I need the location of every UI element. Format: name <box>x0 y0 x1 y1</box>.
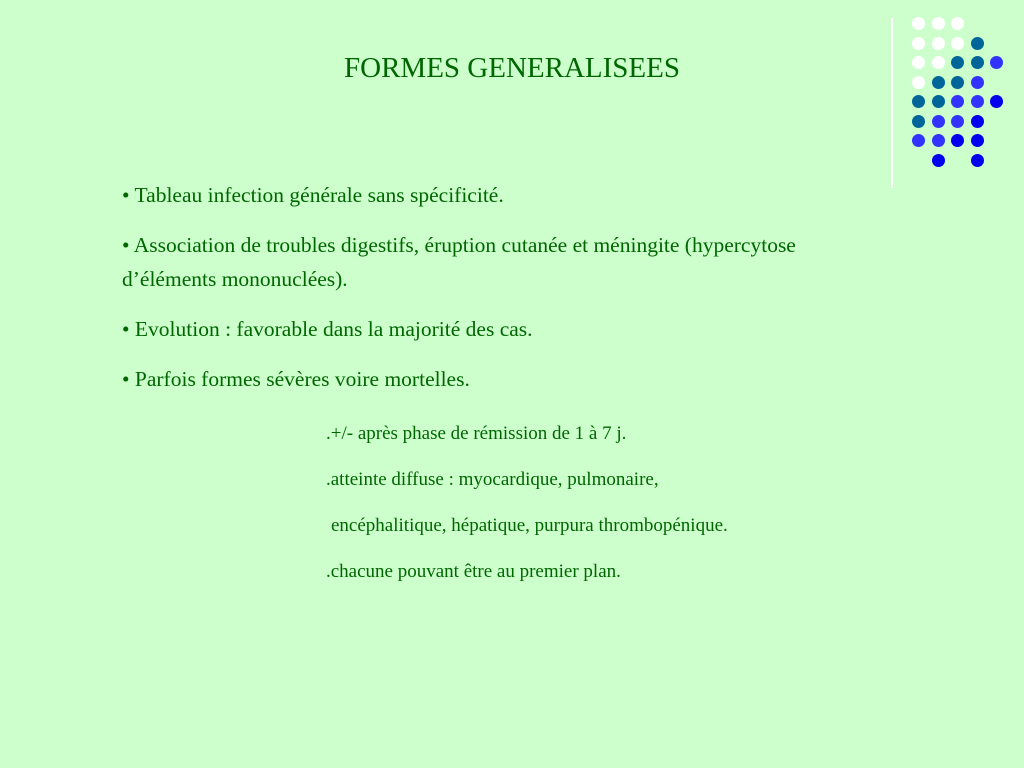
decorative-dot <box>932 95 945 108</box>
decorative-dot <box>912 134 925 147</box>
detail-line: .+/- après phase de rémission de 1 à 7 j. <box>326 423 627 444</box>
decorative-dot <box>951 134 964 147</box>
decorative-dot <box>951 95 964 108</box>
bullet-item: • Evolution : favorable dans la majorité des cas. <box>122 317 533 341</box>
decorative-dot <box>912 95 925 108</box>
vertical-divider <box>891 18 893 188</box>
decorative-dot <box>971 95 984 108</box>
decorative-dot <box>912 37 925 50</box>
decorative-dot <box>912 115 925 128</box>
decorative-dot <box>971 134 984 147</box>
bullet-item: • Association de troubles digestifs, éruption cutanée et méningite (hypercytose d’éléments mononuclées). <box>122 233 796 291</box>
decorative-dot <box>932 37 945 50</box>
decorative-dot <box>912 17 925 30</box>
decorative-dot <box>932 17 945 30</box>
detail-line: .chacune pouvant être au premier plan. <box>326 561 621 582</box>
decorative-dot <box>971 37 984 50</box>
decorative-dot <box>932 115 945 128</box>
bullet-item: • Parfois formes sévères voire mortelles. <box>122 367 470 391</box>
detail-line: .atteinte diffuse : myocardique, pulmonaire, <box>326 469 659 490</box>
decorative-dot <box>951 37 964 50</box>
decorative-dot <box>990 95 1003 108</box>
decorative-dot <box>971 154 984 167</box>
detail-line: encéphalitique, hépatique, purpura thrombopénique. <box>331 515 728 536</box>
slide-title: FORMES GENERALISEES <box>344 52 680 84</box>
decorative-dot <box>971 115 984 128</box>
decorative-dot <box>951 17 964 30</box>
detail-list <box>326 420 926 604</box>
decorative-dot <box>932 134 945 147</box>
bullet-list <box>122 178 882 412</box>
decorative-dot <box>932 154 945 167</box>
decorative-dot-grid <box>0 0 1024 200</box>
bullet-item: • Tableau infection générale sans spécificité. <box>122 183 504 207</box>
decorative-dot <box>951 115 964 128</box>
